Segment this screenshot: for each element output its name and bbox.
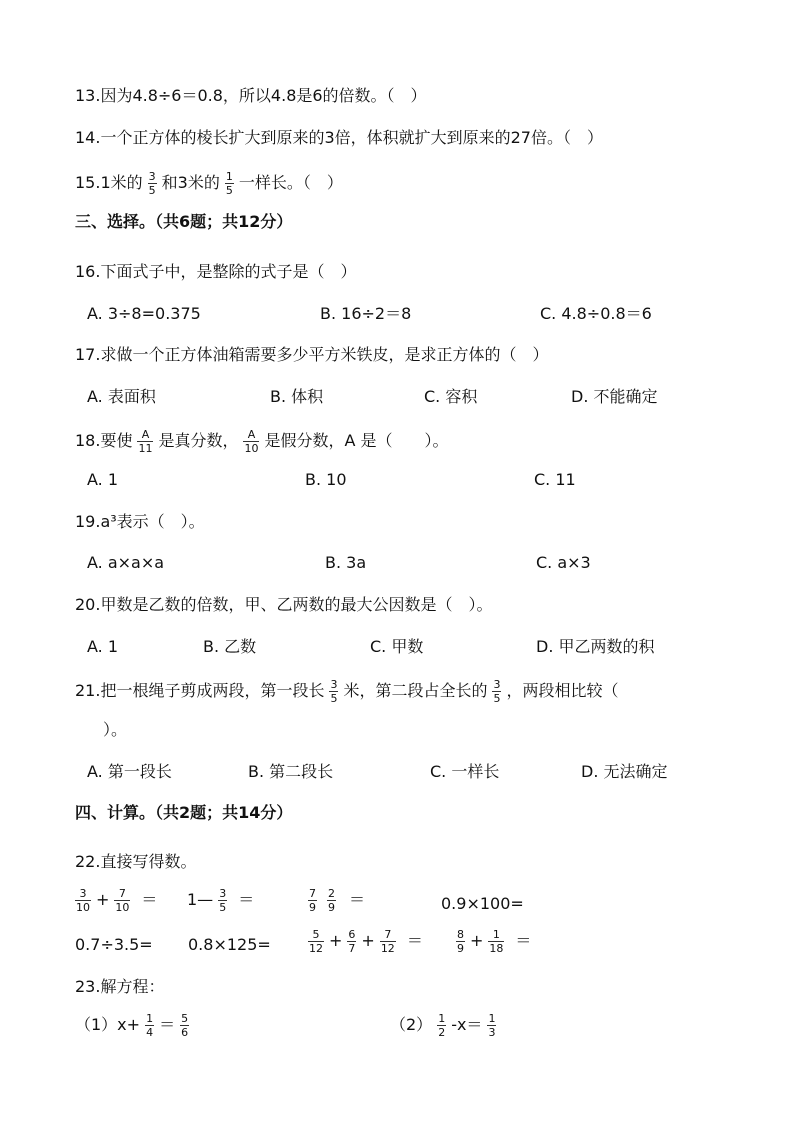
q23-equation-2: （2） $\frac{1}{2}$ -x＝ $\frac{1}{3}$ bbox=[390, 1012, 496, 1039]
question-21 bbox=[75, 678, 618, 705]
q21-continuation: ）。 bbox=[103, 720, 128, 739]
question-23: 23.解方程： bbox=[75, 977, 165, 996]
q22-expr-6: 0.8×125= bbox=[188, 935, 271, 954]
q18-text-2: 是真分数， bbox=[158, 431, 239, 450]
q22-expr-8: $\frac{8}{9}$ + $\frac{1}{18}$ ＝ bbox=[457, 928, 532, 955]
q21-text-1: 21.把一根绳子剪成两段，第一段长 bbox=[75, 681, 325, 700]
q22-expr-1: $\frac{3}{10}$ + $\frac{7}{10}$ ＝ bbox=[76, 887, 158, 914]
question-15 bbox=[75, 170, 343, 197]
question-18 bbox=[75, 428, 449, 455]
q16-option-b[interactable]: B. 16÷2＝8 bbox=[320, 304, 412, 323]
q15-fraction-2: $\frac{1}{5}$ bbox=[225, 170, 233, 197]
q22-expr-4: 0.9×100= bbox=[441, 894, 524, 913]
q21-fraction-2: $\frac{3}{5}$ bbox=[493, 678, 501, 705]
q18-option-b[interactable]: B. 10 bbox=[305, 470, 347, 489]
question-16: 16.下面式子中，是整除的式子是（ ） bbox=[75, 262, 357, 281]
q16-option-a[interactable]: A. 3÷8=0.375 bbox=[87, 304, 201, 323]
q18-fraction-2: $\frac{A}{10}$ bbox=[244, 428, 259, 455]
question-20: 20.甲数是乙数的倍数，甲、乙两数的最大公因数是（ ）。 bbox=[75, 595, 493, 614]
q20-option-c[interactable]: C. 甲数 bbox=[370, 637, 424, 656]
q17-option-d[interactable]: D. 不能确定 bbox=[571, 387, 658, 406]
q22-expr-2: 1— $\frac{3}{5}$ ＝ bbox=[187, 887, 255, 914]
q17-option-b[interactable]: B. 体积 bbox=[270, 387, 324, 406]
section-4-heading: 四、计算。（共2题；共14分） bbox=[75, 803, 293, 822]
q18-fraction-1: $\frac{A}{11}$ bbox=[138, 428, 153, 455]
q21-fraction-1: $\frac{3}{5}$ bbox=[330, 678, 338, 705]
q20-option-b[interactable]: B. 乙数 bbox=[203, 637, 257, 656]
q21-option-b[interactable]: B. 第二段长 bbox=[248, 762, 334, 781]
q19-option-a[interactable]: A. a×a×a bbox=[87, 553, 165, 572]
q18-text-1: 18.要使 bbox=[75, 431, 133, 450]
q22-expr-3: $\frac{7}{9}$ $\frac{2}{9}$ ＝ bbox=[309, 887, 366, 914]
q18-option-a[interactable]: A. 1 bbox=[87, 470, 119, 489]
q18-option-c[interactable]: C. 11 bbox=[534, 470, 576, 489]
q19-option-b[interactable]: B. 3a bbox=[325, 553, 367, 572]
q15-text-1: 15.1米的 bbox=[75, 173, 143, 192]
q21-option-c[interactable]: C. 一样长 bbox=[430, 762, 500, 781]
q22-expr-7: $\frac{5}{12}$ + $\frac{6}{7}$ + $\frac{7}{12}$ ＝ bbox=[309, 928, 423, 955]
question-22: 22.直接写得数。 bbox=[75, 852, 197, 871]
q21-text-3: ，两段相比较（ bbox=[506, 681, 619, 700]
q21-text-2: 米，第二段占全长的 bbox=[343, 681, 488, 700]
q19-option-c[interactable]: C. a×3 bbox=[536, 553, 591, 572]
q15-fraction-1: $\frac{3}{5}$ bbox=[148, 170, 156, 197]
q16-option-c[interactable]: C. 4.8÷0.8＝6 bbox=[540, 304, 652, 323]
q15-text-2: 和3米的 bbox=[161, 173, 220, 192]
q18-text-3: 是假分数，A 是（ ）。 bbox=[264, 431, 449, 450]
q17-option-a[interactable]: A. 表面积 bbox=[87, 387, 156, 406]
section-3-heading: 三、选择。（共6题；共12分） bbox=[75, 212, 293, 231]
q22-expr-5: 0.7÷3.5= bbox=[75, 935, 153, 954]
q17-option-c[interactable]: C. 容积 bbox=[424, 387, 478, 406]
question-14: 14.一个正方体的棱长扩大到原来的3倍，体积就扩大到原来的27倍。（ ） bbox=[75, 128, 603, 147]
question-17: 17.求做一个正方体油箱需要多少平方米铁皮，是求正方体的（ ） bbox=[75, 345, 549, 364]
question-19: 19.a³表示（ ）。 bbox=[75, 512, 205, 531]
q20-option-d[interactable]: D. 甲乙两数的积 bbox=[536, 637, 655, 656]
q20-option-a[interactable]: A. 1 bbox=[87, 637, 119, 656]
question-13: 13.因为4.8÷6＝0.8，所以4.8是6的倍数。（ ） bbox=[75, 86, 427, 105]
q23-equation-1: （1）x+ $\frac{1}{4}$ ＝ $\frac{5}{6}$ bbox=[75, 1012, 189, 1039]
q15-text-3: 一样长。（ ） bbox=[238, 173, 343, 192]
q21-option-d[interactable]: D. 无法确定 bbox=[581, 762, 668, 781]
q21-option-a[interactable]: A. 第一段长 bbox=[87, 762, 172, 781]
